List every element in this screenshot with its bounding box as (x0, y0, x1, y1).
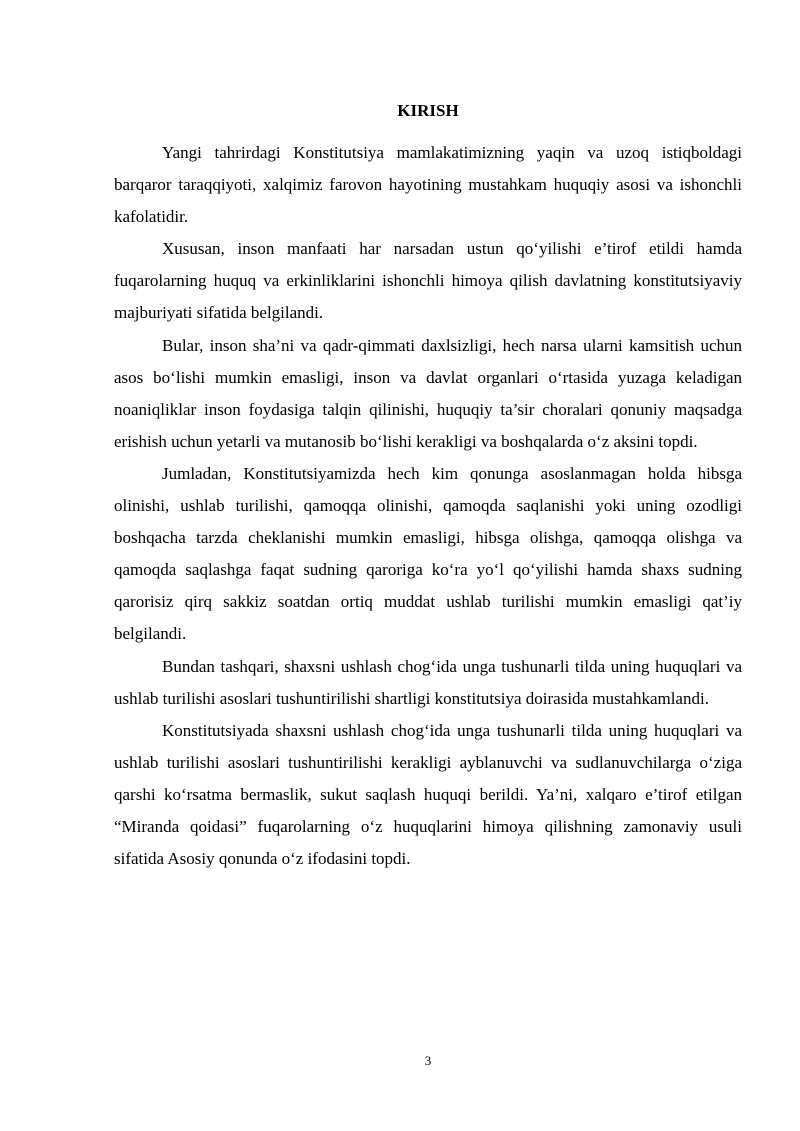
paragraph-6: Konstitutsiyada shaxsni ushlash chog‘ida unga tushunarli tilda uning huquqlari va ushlab turilishi asoslari tushuntirilishi kerakligi ayblanuvchi va sudlanuvchilarga o‘ziga qarshi ko‘rsatma bermaslik, sukut saqlash huquqi berildi. Ya’ni, xalqaro e’tirof etilgan “Miranda qoidasi” fuqarolarning o‘z huquqlarini himoya qilishning zamonaviy usuli sifatida Asosiy qonunda o‘z ifodasini topdi. (114, 720, 742, 869)
paragraph-5: Bundan tashqari, shaxsni ushlash chog‘ida unga tushunarli tilda uning huquqlari va ushlab turilishi asoslari tushuntirilishi shartligi konstitutsiya doirasida mustahkamlandi. (114, 656, 742, 708)
page-number: 3 (424, 1053, 432, 1068)
paragraph-3: Bular, inson sha’ni va qadr-qimmati daxlsizligi, hech narsa ularni kamsitish uchun asos bo‘lishi mumkin emasligi, inson va davlat organlari o‘rtasida yuzaga keladigan noaniqliklar inson foydasiga talqin qilinishi, huquqiy ta’sir choralari qonuniy maqsadga erishish uchun yetarli va mutanosib bo‘lishi kerakligi va boshqalarda o‘z aksini topdi. (114, 335, 742, 451)
paragraph-4: Jumladan, Konstitutsiyamizda hech kim qonunga asoslanmagan holda hibsga olinishi, ushlab turilishi, qamoqqa olinishi, qamoqda saqlanishi yoki uning ozodligi boshqacha tarzda cheklanishi mumkin emasligi, hibsga olishga, qamoqqa olishga va qamoqda saqlashga faqat sudning qaroriga ko‘ra yo‘l qo‘yilishi hamda shaxs sudning qarorisiz qirq sakkiz soatdan ortiq muddat ushlab turilishi mumkin emasligi qat’iy belgilandi. (114, 463, 742, 644)
paragraph-2: Xususan, inson manfaati har narsadan ustun qo‘yilishi e’tirof etildi hamda fuqarolarning huquq va erkinliklarini ishonchli himoya qilish davlatning konstitutsiyaviy majburiyati sifatida belgilandi. (114, 239, 742, 323)
page-title: KIRISH (397, 101, 459, 120)
paragraph-1: Yangi tahrirdagi Konstitutsiya mamlakatimizning yaqin va uzoq istiqboldagi barqaror taraqqiyoti, xalqimiz farovon hayotining mustahkam huquqiy asosi va ishonchli kafolatidir. (114, 143, 742, 227)
document-body (114, 137, 742, 875)
